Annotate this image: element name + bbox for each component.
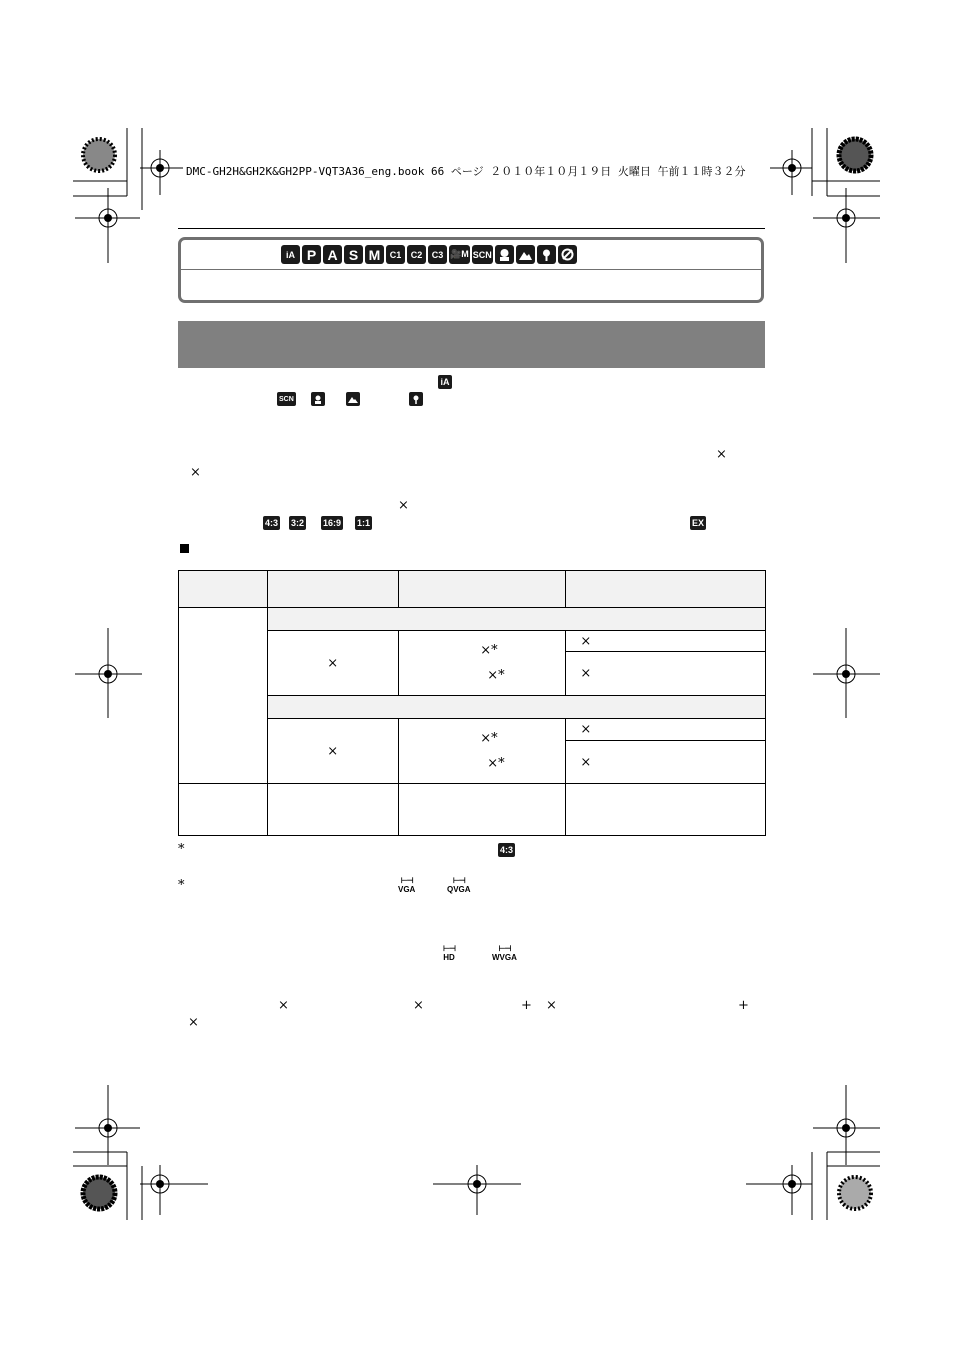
table-cell [398,631,566,696]
times-asterisk: ×* [487,756,505,771]
times-symbol: × [546,998,557,1013]
close-up-inline-icon [409,392,423,406]
table-row [179,608,766,631]
mode-icon-row [281,245,577,264]
plus-symbol: + [738,998,749,1013]
table-subheader-cell [267,608,765,631]
intelligent-auto-inline-icon: iA [438,375,452,389]
custom-1-mode-icon: C1 [386,245,405,264]
scene-inline-icon: SCN [277,392,296,406]
scene-mode-icon: SCN [472,245,493,264]
table-row [179,784,766,836]
aspect-4-3-footnote-icon: 4:3 [500,845,514,855]
aperture-priority-mode-icon: A [323,245,342,264]
portrait-mode-icon [495,245,514,264]
table-row [179,631,766,652]
table-cell: × [566,741,766,784]
table-header-cell [566,571,766,608]
table-cell: × [267,719,398,784]
custom-2-mode-icon: C2 [407,245,426,264]
manual-mode-icon: M [365,245,384,264]
section-bullet-square [180,544,189,553]
aspect-16-9-icon: 16:9 [323,518,342,528]
table-row-header-cell [179,608,268,784]
mode-box-divider [181,269,761,270]
times-asterisk: ×* [487,668,505,683]
shutter-priority-mode-icon: S [344,245,363,264]
print-header-line: DMC-GH2H&GH2K&GH2PP-VQT3A36_eng.book 66 ページ ２０１０年１０月１９日 火曜日 午前１１時３２分 [186,165,746,178]
wvga-video-icon: ⊢⊣ WVGA [492,944,517,962]
scenery-mode-icon [516,245,535,264]
aspect-4-3-icon: 4:3 [265,518,279,528]
table-row [179,719,766,741]
scenery-inline-icon [346,392,360,406]
creative-control-mode-icon [558,245,577,264]
times-symbol: × [278,998,289,1013]
table-row [179,696,766,719]
table-cell [566,784,766,836]
table-header-row [179,571,766,608]
footnote-asterisk: * [178,878,185,893]
zoom-spec-table [178,570,766,836]
table-cell [179,784,268,836]
times-symbol: × [413,998,424,1013]
vga-video-icon: ⊢⊣ VGA [398,876,416,894]
times-symbol: × [398,498,409,513]
applicable-modes-box [178,237,764,303]
hd-video-icon: ⊢⊣ HD [443,944,455,962]
table-header-cell [398,571,566,608]
aspect-3-2-icon: 3:2 [291,518,305,528]
custom-3-mode-icon: C3 [428,245,447,264]
extended-zoom-icon: EX [692,518,705,528]
section-title-bar [178,321,765,368]
times-asterisk: ×* [480,731,498,746]
aspect-1-1-icon: 1:1 [357,518,371,528]
table-subheader-cell [267,696,765,719]
table-header-cell [179,571,268,608]
intelligent-auto-mode-icon: iA [281,245,300,264]
table-cell: × [566,631,766,652]
table-cell [267,784,398,836]
footnote-asterisk: * [178,842,185,857]
times-symbol: × [188,1015,199,1030]
plus-symbol: + [521,998,532,1013]
table-cell: × [267,631,398,696]
times-symbol: × [190,465,201,480]
portrait-inline-icon [311,392,325,406]
table-cell: × [566,652,766,696]
table-cell [398,719,566,784]
qvga-video-icon: ⊢⊣ QVGA [447,876,471,894]
table-cell: × [566,719,766,741]
table-header-cell [267,571,398,608]
times-symbol: × [716,447,727,462]
program-mode-icon: P [302,245,321,264]
times-asterisk: ×* [480,643,498,658]
creative-video-mode-icon: 🎥M [449,245,470,264]
table-cell [398,784,566,836]
close-up-mode-icon [537,245,556,264]
